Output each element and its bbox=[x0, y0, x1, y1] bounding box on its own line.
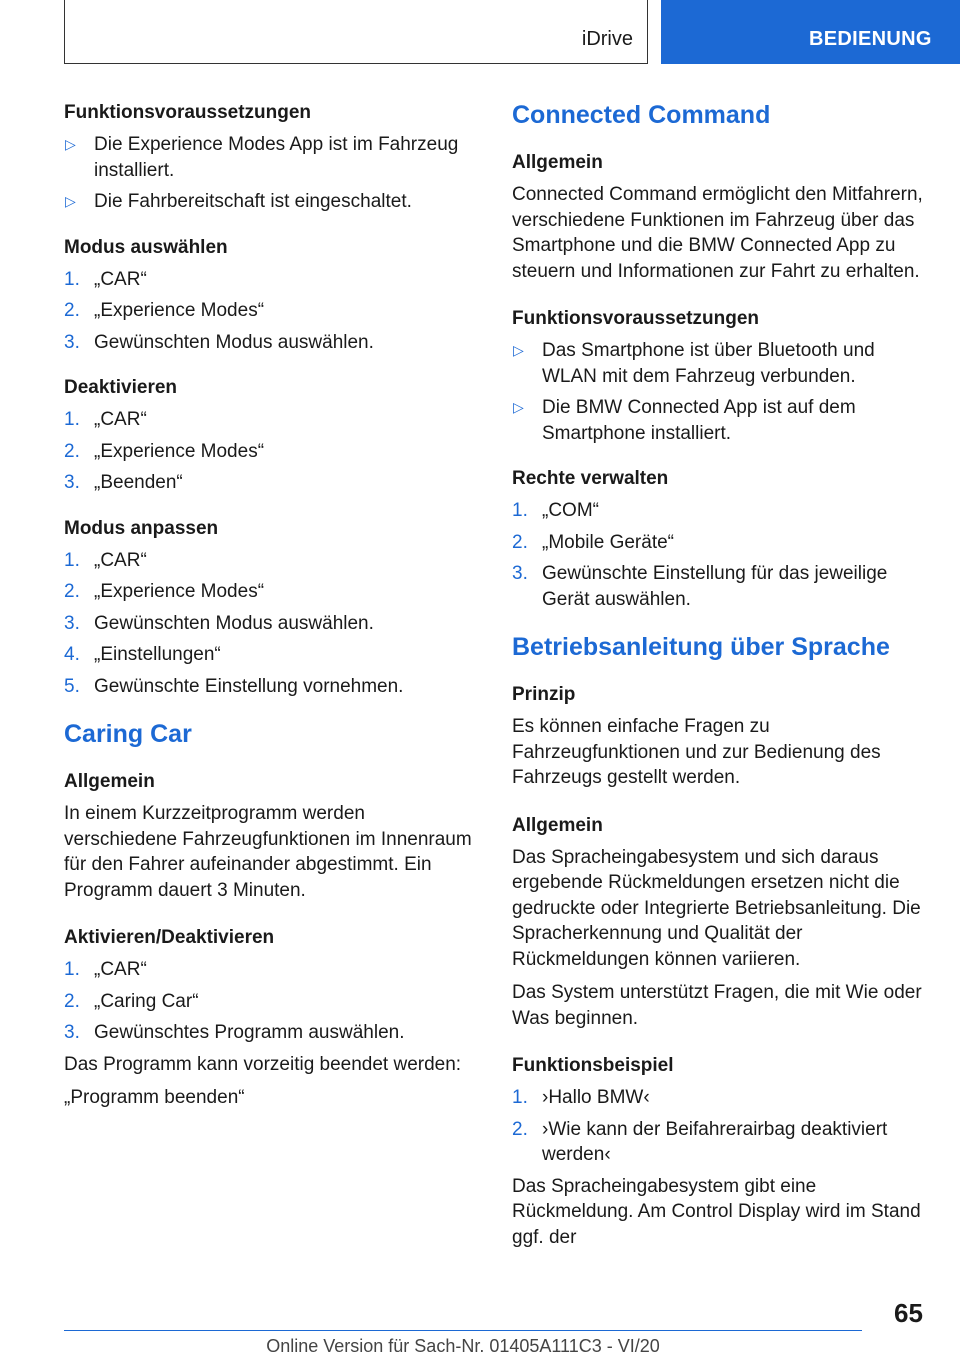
paragraph: Das Spracheingabesystem und sich daraus ergebende Rückmeldungen ersetzen nicht die gedruckte oder Integrierte Betriebsanleitung. Die Spracherkennung und Qualität der Rückmeldungen können variieren. bbox=[512, 846, 921, 970]
paragraph: „Programm beenden“ bbox=[64, 1087, 245, 1108]
heading-allgemein: Allgemein bbox=[512, 152, 603, 173]
heading-modus-anpassen: Modus anpassen bbox=[64, 517, 219, 539]
numbered-list bbox=[512, 1085, 926, 1168]
list-item: 2. „Experience Modes“ bbox=[64, 440, 265, 462]
heading-allgemein: Allgemein bbox=[64, 771, 155, 792]
heading-deaktivieren: Deaktivieren bbox=[64, 377, 178, 398]
section-title-betriebsanleitung-sprache: Betriebsanleitung über Sprache bbox=[512, 633, 890, 661]
section-title-connected-command: Connected Command bbox=[512, 101, 771, 129]
paragraph: Das Spracheingabesystem gibt eine Rückmeldung. Am Control Display wird im Stand ggf. der bbox=[512, 1175, 921, 1248]
list-item: 3. Gewünschten Modus auswählen. bbox=[64, 612, 374, 634]
numbered-list bbox=[512, 498, 926, 612]
list-item: 3. Gewünschtes Programm auswählen. bbox=[64, 1022, 405, 1043]
heading-allgemein: Allgemein bbox=[512, 814, 603, 836]
heading-prinzip: Prinzip bbox=[512, 684, 576, 705]
heading-funktionsvoraussetzungen: Funktionsvoraussetzungen bbox=[512, 308, 760, 329]
page-number: 65 bbox=[894, 1298, 923, 1328]
footer-version-text: Online Version für Sach-Nr. 01405A111C3 - VI/20 bbox=[266, 1336, 660, 1356]
right-column bbox=[512, 100, 926, 1258]
triangle-bullet-icon: ▷ bbox=[65, 193, 76, 209]
left-column bbox=[64, 100, 474, 1119]
list-item: 2. „Mobile Geräte“ bbox=[512, 531, 674, 553]
list-item: 3. „Beenden“ bbox=[64, 472, 183, 493]
header-section-title: iDrive bbox=[581, 28, 633, 50]
list-item: 4. „Einstellungen“ bbox=[64, 644, 221, 665]
list-item: 1. „CAR“ bbox=[64, 268, 147, 290]
heading-modus-auswaehlen: Modus auswählen bbox=[64, 236, 228, 258]
numbered-list bbox=[64, 407, 474, 496]
bullet-list bbox=[64, 132, 474, 215]
list-item: ▷ Die Experience Modes App ist im Fahrzeug installiert. bbox=[65, 134, 459, 181]
list-item: 1. „CAR“ bbox=[64, 409, 147, 430]
header-chapter-tab: BEDIENUNG bbox=[661, 0, 960, 64]
footer-divider bbox=[64, 1330, 862, 1331]
list-item: 5. Gewünschte Einstellung vornehmen. bbox=[64, 675, 404, 697]
heading-rechte-verwalten: Rechte verwalten bbox=[512, 468, 669, 489]
numbered-list bbox=[64, 548, 474, 700]
list-item: 3. Gewünschten Modus auswählen. bbox=[64, 331, 374, 353]
list-item: 1. „CAR“ bbox=[64, 549, 147, 571]
list-item: ▷ Das Smartphone ist über Bluetooth und WLAN mit dem Fahrzeug verbunden. bbox=[513, 340, 875, 387]
triangle-bullet-icon: ▷ bbox=[513, 399, 524, 415]
section-title-caring-car: Caring Car bbox=[64, 720, 192, 748]
list-item: 3. Gewünschte Einstellung für das jeweilige Gerät auswählen. bbox=[512, 563, 888, 610]
heading-funktionsvoraussetzungen: Funktionsvoraussetzungen bbox=[64, 102, 312, 123]
heading-funktionsbeispiel: Funktionsbeispiel bbox=[512, 1055, 674, 1076]
paragraph: Es können einfache Fragen zu Fahrzeugfunktionen und zur Bedienung des Fahrzeugs gestellt werden. bbox=[512, 716, 881, 788]
triangle-bullet-icon: ▷ bbox=[65, 136, 76, 152]
numbered-list bbox=[64, 267, 474, 356]
list-item: 2. „Experience Modes“ bbox=[64, 300, 265, 321]
list-item: 2. ›Wie kann der Beifahrerairbag deaktiviert werden‹ bbox=[512, 1118, 888, 1165]
numbered-list bbox=[64, 957, 474, 1046]
paragraph: Das Programm kann vorzeitig beendet werden: bbox=[64, 1053, 462, 1075]
list-item: 1. „CAR“ bbox=[64, 959, 147, 980]
list-item: 2. „Experience Modes“ bbox=[64, 581, 265, 602]
paragraph: In einem Kurzzeitprogramm werden verschiedene Fahrzeugfunktionen im Innenraum für den Fahrer aufeinander abgestimmt. Ein Programm dauert 3 Minuten. bbox=[64, 803, 472, 901]
triangle-bullet-icon: ▷ bbox=[513, 342, 524, 358]
header-frame bbox=[64, 0, 648, 64]
bullet-list bbox=[512, 338, 926, 446]
list-item: ▷ Die Fahrbereitschaft ist eingeschaltet. bbox=[64, 189, 474, 215]
list-item: 1. „COM“ bbox=[512, 500, 599, 521]
paragraph: Das System unterstützt Fragen, die mit Wie oder Was beginnen. bbox=[512, 982, 922, 1029]
list-item: 2. „Caring Car“ bbox=[64, 990, 199, 1012]
list-item: ▷ Die BMW Connected App ist auf dem Smartphone installiert. bbox=[513, 397, 856, 444]
heading-aktivieren-deaktivieren: Aktivieren/Deaktivieren bbox=[64, 927, 275, 948]
paragraph: Connected Command ermöglicht den Mitfahrern, verschiedene Funktionen im Fahrzeug über das Smartphone und die BMW Connected App zu steuern und Informationen zur Fahrt zu erhalten. bbox=[512, 184, 923, 282]
list-item: 1. ›Hallo BMW‹ bbox=[512, 1087, 650, 1108]
